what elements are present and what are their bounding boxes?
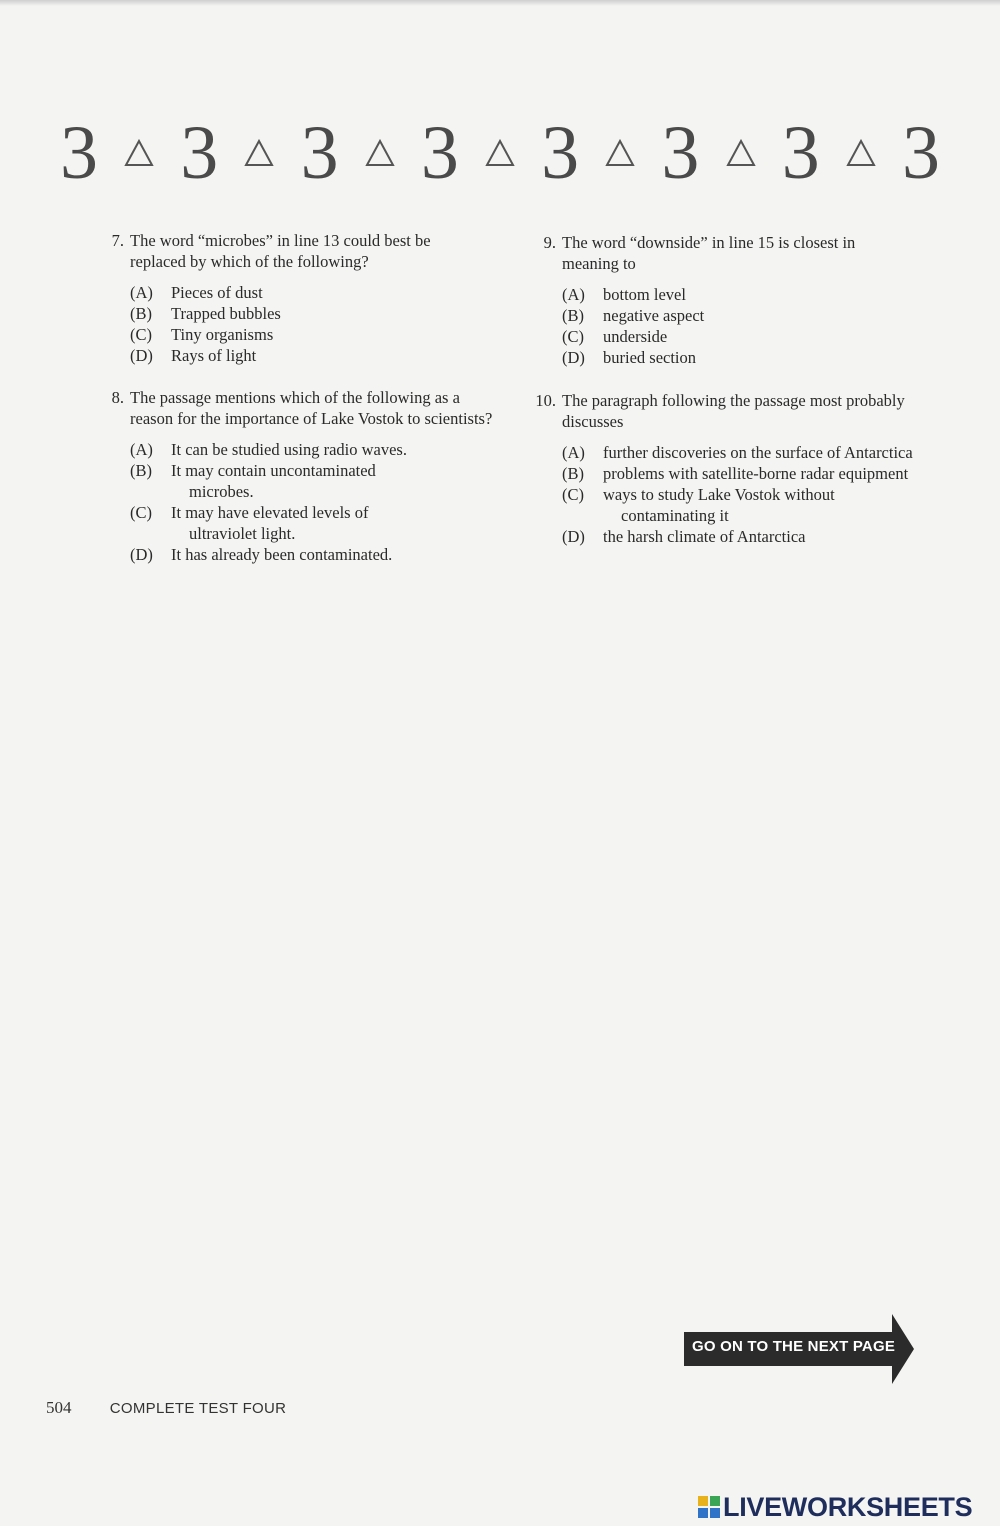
option-letter: (D) — [562, 348, 585, 367]
option-letter: (D) — [130, 545, 153, 564]
section-number: 3 — [300, 111, 339, 195]
answer-option-c[interactable] — [562, 326, 910, 347]
answer-option-c[interactable] — [130, 502, 498, 544]
option-letter: (C) — [130, 325, 152, 344]
answer-option-c[interactable] — [562, 484, 920, 526]
option-letter: (D) — [562, 527, 585, 546]
answer-option-d[interactable] — [130, 544, 498, 565]
answer-options — [98, 282, 488, 366]
answer-option-d[interactable] — [562, 347, 910, 368]
option-text: problems with satellite-borne radar equipment — [603, 464, 909, 483]
question-stem — [98, 230, 488, 272]
option-letter: (B) — [130, 461, 152, 480]
question-number: 9. — [543, 233, 556, 252]
triangle-icon — [244, 138, 274, 168]
question-stem — [530, 232, 910, 274]
triangle-icon — [365, 138, 395, 168]
answer-option-a[interactable] — [130, 439, 498, 460]
question-number: 10. — [535, 391, 556, 410]
section-number: 3 — [60, 111, 98, 195]
option-letter: (B) — [562, 306, 584, 325]
option-text: It can be studied using radio waves. — [171, 440, 407, 459]
answer-option-b[interactable] — [130, 460, 498, 502]
answer-options — [530, 442, 920, 547]
question-stem — [530, 390, 920, 432]
option-text: underside — [603, 327, 668, 346]
option-letter: (A) — [562, 285, 585, 304]
page-top-edge — [0, 0, 1000, 6]
option-letter: (C) — [562, 327, 584, 346]
section-number: 3 — [901, 111, 940, 195]
answer-option-d[interactable] — [130, 345, 488, 366]
option-text: Trapped bubbles — [171, 304, 281, 323]
option-text: It has already been contaminated. — [171, 545, 393, 564]
option-text: It may have elevated levels of ultraviolet light. — [171, 503, 369, 543]
question-text: The word “downside” in line 15 is closest in meaning to — [562, 233, 856, 273]
page-footer — [46, 1398, 286, 1418]
section-number: 3 — [541, 111, 580, 195]
question-7 — [98, 230, 488, 366]
answer-option-b[interactable] — [130, 303, 488, 324]
option-text: negative aspect — [603, 306, 705, 325]
section-number: 3 — [781, 111, 820, 195]
go-on-next-page-button[interactable] — [684, 1314, 914, 1384]
watermark-text: LIVEWORKSHEETS — [723, 1491, 973, 1522]
answer-option-a[interactable] — [562, 284, 910, 305]
triangle-icon — [846, 138, 876, 168]
option-letter: (B) — [130, 304, 152, 323]
question-text: The paragraph following the passage most probably discusses — [562, 391, 905, 431]
option-text: Tiny organisms — [171, 325, 274, 344]
liveworksheets-watermark — [698, 1490, 972, 1524]
question-number: 7. — [111, 231, 124, 250]
question-10 — [530, 390, 920, 547]
question-text: The passage mentions which of the following as a reason for the importance of Lake Vostok to scientists? — [130, 388, 493, 428]
option-text: further discoveries on the surface of Antarctica — [603, 443, 913, 462]
question-stem — [98, 387, 498, 429]
option-text: It may contain uncontaminated microbes. — [171, 461, 376, 501]
option-letter: (D) — [130, 346, 153, 365]
option-letter: (A) — [130, 283, 153, 302]
section-number: 3 — [661, 111, 700, 195]
option-letter: (C) — [562, 485, 584, 504]
option-text: buried section — [603, 348, 697, 367]
question-text: The word “microbes” in line 13 could best be replaced by which of the following? — [130, 231, 431, 271]
triangle-icon — [124, 138, 154, 168]
option-letter: (A) — [130, 440, 153, 459]
answer-option-c[interactable] — [130, 324, 488, 345]
question-number: 8. — [111, 388, 124, 407]
liveworksheets-logo-icon — [698, 1496, 720, 1518]
question-9 — [530, 232, 910, 368]
section-number: 3 — [180, 111, 219, 195]
answer-option-b[interactable] — [562, 463, 920, 484]
go-on-label: GO ON TO THE NEXT PAGE — [692, 1338, 896, 1355]
section-banner — [60, 108, 940, 198]
answer-option-d[interactable] — [562, 526, 920, 547]
answer-option-a[interactable] — [562, 442, 920, 463]
triangle-icon — [605, 138, 635, 168]
option-text: bottom level — [603, 285, 686, 304]
triangle-icon — [726, 138, 756, 168]
answer-options — [98, 439, 498, 565]
option-text: Pieces of dust — [171, 283, 263, 302]
answer-option-b[interactable] — [562, 305, 910, 326]
page-number: 504 — [46, 1398, 72, 1417]
triangle-icon — [485, 138, 515, 168]
option-letter: (C) — [130, 503, 152, 522]
test-title: COMPLETE TEST FOUR — [109, 1400, 287, 1417]
option-text: the harsh climate of Antarctica — [603, 527, 806, 546]
option-letter: (A) — [562, 443, 585, 462]
option-text: ways to study Lake Vostok without contaminating it — [603, 485, 835, 525]
answer-option-a[interactable] — [130, 282, 488, 303]
option-text: Rays of light — [171, 346, 257, 365]
option-letter: (B) — [562, 464, 584, 483]
section-number: 3 — [420, 111, 459, 195]
answer-options — [530, 284, 910, 368]
question-8 — [98, 387, 498, 565]
